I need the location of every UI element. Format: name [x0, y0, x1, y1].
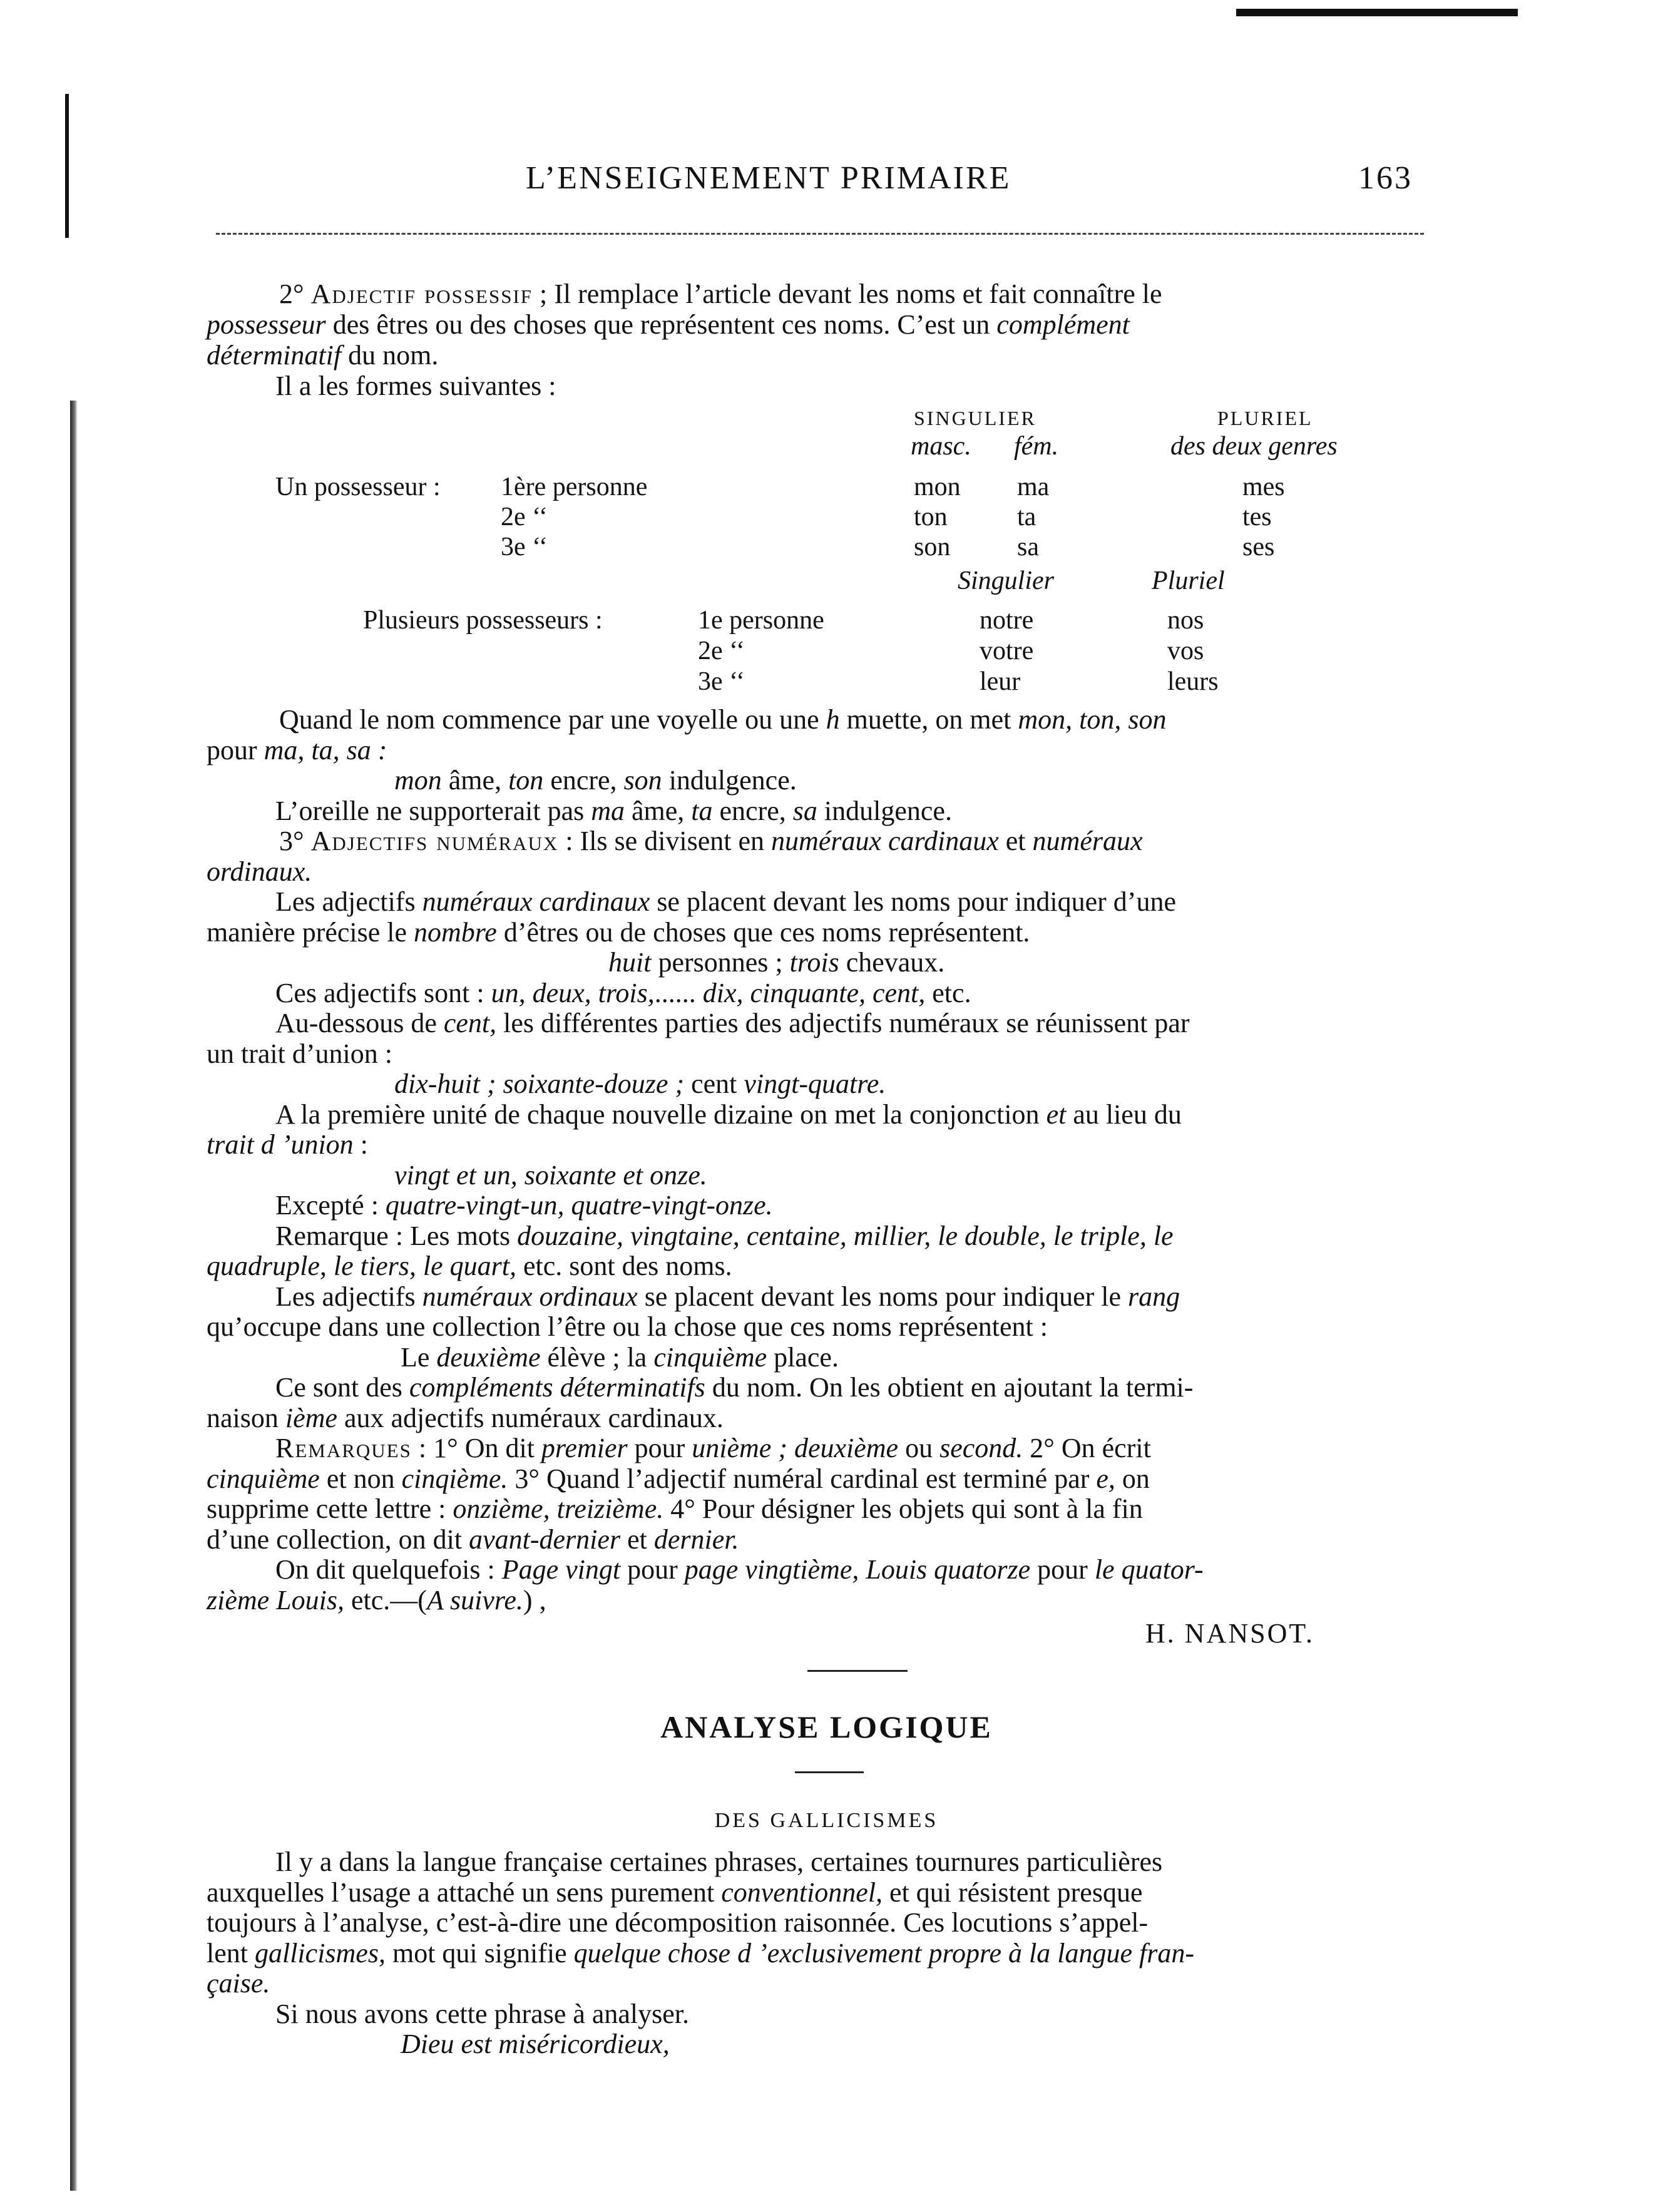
text-run: supprime cette lettre : — [207, 1493, 453, 1524]
text-line — [207, 917, 1030, 948]
cell-plural: leurs — [1167, 667, 1219, 696]
italic-run: rang — [1128, 1281, 1180, 1312]
text-line — [207, 1129, 368, 1160]
italic-run: et — [1046, 1098, 1067, 1130]
italic-run: zième Louis, — [207, 1584, 344, 1615]
italic-run: vingt-quatre. — [744, 1068, 886, 1099]
text-run: toujours à l’analyse, c’est-à-dire une décomposition raisonnée. Ces locutions s’appel- — [207, 1907, 1149, 1938]
text-run: au lieu du — [1066, 1098, 1182, 1130]
text-run: Excepté : — [275, 1190, 386, 1221]
italic-run: son — [623, 765, 662, 796]
italic-run: le quator- — [1094, 1554, 1204, 1585]
col-header-deux-genres: des deux genres — [1170, 432, 1338, 461]
possessive-paragraph — [207, 279, 1433, 401]
row-label-un-possesseur: Un possesseur : — [275, 473, 441, 501]
text-line — [275, 1554, 1204, 1585]
text-line — [207, 1968, 270, 1999]
text-run: et — [620, 1523, 654, 1555]
text-line — [207, 1524, 739, 1555]
text-run: un trait d’union : — [207, 1038, 392, 1069]
italic-run: ton — [508, 765, 544, 796]
text-run: pour — [620, 1554, 685, 1585]
italic-run: douzaine, vingtaine, centaine, millier, le double, le triple, le — [517, 1220, 1174, 1251]
person-label: 3e ‘‘ — [501, 533, 548, 561]
italic-run: mon — [394, 765, 442, 796]
cell-singular: notre — [980, 606, 1034, 635]
italic-run: huit — [608, 947, 652, 978]
small-caps-run: Remarques — [275, 1433, 412, 1463]
italic-run: compléments déterminatifs — [409, 1372, 705, 1403]
text-line — [207, 340, 1433, 371]
section-separator — [807, 1670, 908, 1672]
cell-fem: ma — [1017, 473, 1050, 501]
text-run: pour — [207, 734, 264, 765]
italic-run: ordinaux. — [207, 856, 312, 887]
text-line — [275, 1846, 1162, 1877]
text-line — [275, 1221, 1174, 1251]
cell-plural: vos — [1167, 637, 1204, 665]
text-run: : — [353, 1129, 368, 1160]
italic-run: dix, cinquante, cent, — [702, 977, 926, 1008]
italic-run: numéraux cardinaux — [771, 826, 999, 856]
text-run: 3° — [279, 826, 311, 856]
italic-run: quelque chose d ’exclusivement propre à la langue fran- — [573, 1937, 1194, 1969]
cell-fem: sa — [1017, 533, 1039, 561]
text-run: cent — [684, 1068, 744, 1099]
col-header-singulier-2: Singulier — [958, 566, 1054, 595]
cell-masc: son — [914, 533, 951, 561]
text-line — [207, 856, 312, 887]
text-line — [394, 765, 797, 796]
italic-run: ième — [285, 1402, 337, 1433]
header-rule — [216, 233, 1424, 235]
italic-run: mon, ton, son — [1018, 704, 1167, 735]
italic-run: unième ; deuxième — [692, 1433, 899, 1463]
text-run: ) , — [523, 1584, 546, 1615]
text-line — [275, 978, 971, 1008]
text-run: chevaux. — [839, 947, 945, 978]
text-run: personnes ; — [651, 947, 790, 978]
text-run: Il a les formes suivantes : — [275, 371, 556, 401]
text-run: âme, — [625, 795, 692, 826]
text-run: se placent devant les noms pour indiquer le — [637, 1281, 1128, 1312]
col-header-singulier: SINGULIER — [914, 407, 1036, 429]
text-line — [279, 826, 1143, 856]
italic-run: numéraux — [1032, 826, 1143, 856]
text-line — [275, 1099, 1182, 1130]
italic-run: Page vingt — [501, 1554, 621, 1585]
text-line — [207, 1463, 1150, 1494]
text-run: 2° — [279, 279, 311, 309]
text-run: et non — [319, 1463, 402, 1494]
text-run: A la première unité de chaque nouvelle dizaine on met la conjonction — [275, 1098, 1047, 1130]
italic-run: déterminatif — [207, 340, 342, 371]
italic-run: deuxième — [436, 1341, 541, 1373]
italic-run: numéraux cardinaux — [422, 886, 650, 917]
italic-run: trait d ’union — [207, 1129, 354, 1160]
italic-run: complément — [996, 309, 1130, 340]
text-run: ou — [898, 1433, 940, 1463]
text-run: encre, — [712, 795, 793, 826]
col-header-masc: masc. — [911, 432, 971, 461]
cell-masc: ton — [914, 503, 948, 531]
text-run: Quand le nom commence par une voyelle ou une — [279, 704, 826, 735]
italic-run: cinqième. — [401, 1463, 508, 1494]
italic-run: A suivre. — [426, 1584, 523, 1615]
italic-run: dernier. — [653, 1523, 739, 1555]
text-run: lent — [207, 1937, 255, 1969]
author-signature: H. NANSOT. — [1145, 1618, 1314, 1649]
italic-run: quatre-vingt-un, quatre-vingt-onze. — [385, 1190, 773, 1221]
text-line — [207, 1311, 1048, 1342]
text-run: Ces adjectifs sont : — [275, 977, 491, 1008]
text-line — [275, 1372, 1193, 1403]
text-line — [207, 309, 1433, 340]
text-run: etc. — [925, 977, 971, 1008]
text-run: Le — [401, 1341, 437, 1373]
text-run: L’oreille ne supporterait pas — [275, 795, 591, 826]
text-line — [207, 1403, 724, 1433]
cell-plural: nos — [1167, 606, 1204, 635]
text-run: pour — [627, 1433, 692, 1463]
text-run: aux adjectifs numéraux cardinaux. — [337, 1402, 724, 1433]
col-header-pluriel: PLURIEL — [1217, 407, 1313, 429]
italic-run: numéraux ordinaux — [422, 1281, 638, 1312]
text-run: : Ils se divisent en — [558, 826, 772, 856]
italic-run: onzième, treizième. — [453, 1493, 664, 1524]
italic-run: second. — [939, 1433, 1023, 1463]
italic-run: avant-dernier — [469, 1523, 621, 1555]
text-run: âme, — [441, 765, 509, 796]
text-line — [207, 279, 1433, 309]
row-label-plusieurs-possesseurs: Plusieurs possesseurs : — [363, 606, 603, 635]
text-run: naison — [207, 1402, 285, 1433]
text-line — [207, 1038, 392, 1069]
italic-run: gallicismes, — [254, 1937, 386, 1969]
italic-run: cinquième — [653, 1341, 767, 1373]
text-line — [275, 1008, 1190, 1038]
text-run: Au-dessous de — [275, 1008, 444, 1038]
text-run: On dit quelquefois : — [275, 1554, 502, 1585]
text-run: indulgence. — [662, 765, 797, 796]
italic-run: nombre — [414, 916, 497, 948]
italic-run: vingt et un, soixante et onze. — [394, 1159, 707, 1190]
text-run: auxquelles l’usage a attaché un sens purement — [207, 1877, 722, 1908]
italic-run: conventionnel, — [721, 1877, 883, 1908]
text-line — [207, 371, 1433, 401]
text-line — [275, 1190, 773, 1221]
text-run: : 1° On dit — [411, 1433, 541, 1463]
small-caps-run: Adjectif possessif — [310, 279, 533, 309]
text-line — [394, 1160, 707, 1190]
text-run: Ce sont des — [275, 1372, 409, 1403]
text-run: qu’occupe dans une collection l’être ou la chose que ces noms représentent : — [207, 1311, 1048, 1342]
title-underline — [795, 1771, 864, 1773]
text-run: élève ; la — [540, 1341, 654, 1373]
scan-binding-shadow — [70, 401, 78, 2191]
text-run: les différentes parties des adjectifs numéraux se réunissent par — [496, 1008, 1190, 1038]
text-line — [207, 1907, 1148, 1938]
italic-run: quadruple, le tiers, le quart, — [207, 1251, 516, 1281]
italic-run: çaise. — [207, 1968, 270, 1999]
cell-plural: ses — [1242, 533, 1275, 561]
italic-run: ta — [691, 795, 713, 826]
person-label: 2e ‘‘ — [698, 637, 745, 665]
text-run: et — [998, 826, 1033, 856]
italic-run: sa — [792, 795, 817, 826]
page-number: 163 — [1358, 160, 1413, 196]
italic-run: h — [826, 704, 840, 735]
text-line — [207, 735, 387, 765]
text-run: place. — [767, 1341, 839, 1373]
text-run: se placent devant les noms pour indiquer d’une — [650, 886, 1176, 917]
italic-run: trois — [789, 947, 839, 978]
text-run: Si nous avons cette phrase à analyser. — [275, 1998, 690, 2029]
italic-run: un, deux, trois, — [491, 977, 655, 1008]
col-header-fem: fém. — [1014, 432, 1059, 461]
text-line — [207, 1938, 1194, 1969]
italic-run: cent, — [443, 1008, 497, 1038]
text-run: d’une collection, on dit — [207, 1523, 469, 1555]
text-run: etc. sont des noms. — [516, 1251, 732, 1281]
text-run: du nom. — [341, 340, 439, 371]
text-run: etc.—( — [344, 1584, 427, 1615]
text-line — [608, 947, 944, 978]
text-run: 4° Pour désigner les objets qui sont à la fin — [663, 1493, 1143, 1524]
text-line — [207, 1251, 732, 1281]
text-line — [207, 1585, 546, 1615]
italic-run: e, — [1096, 1463, 1115, 1494]
text-run: muette, on met — [839, 704, 1018, 735]
text-run: d’êtres ou de choses que ces noms représentent. — [496, 916, 1030, 948]
text-run: Il y a dans la langue française certaines phrases, certaines tournures particulières — [275, 1846, 1163, 1877]
text-line — [275, 1999, 689, 2029]
cell-singular: leur — [980, 667, 1021, 696]
scan-edge-top-right — [1236, 9, 1518, 16]
text-line — [207, 1493, 1143, 1524]
text-run: et qui résistent presque — [883, 1877, 1143, 1908]
text-line — [275, 1433, 1151, 1463]
text-line — [394, 1068, 886, 1099]
text-line — [279, 704, 1166, 735]
person-label: 1ère personne — [501, 473, 648, 501]
text-run: Remarque : Les mots — [275, 1220, 518, 1251]
italic-run: page vingtième, Louis quatorze — [684, 1554, 1031, 1585]
section-subtitle: DES GALLICISMES — [714, 1809, 939, 1832]
text-run: Les adjectifs — [275, 1281, 422, 1312]
italic-run: ma, ta, sa : — [264, 734, 387, 765]
text-line — [401, 2029, 670, 2059]
italic-run: possesseur — [207, 309, 326, 340]
small-caps-run: Adjectifs numéraux — [310, 826, 559, 856]
text-run: encre, — [543, 765, 624, 796]
cell-plural: mes — [1242, 473, 1285, 501]
text-run: des êtres ou des choses que représentent ces noms. C’est un — [325, 309, 997, 340]
text-run: du nom. On les obtient en ajoutant la termi- — [705, 1372, 1194, 1403]
text-line — [401, 1342, 839, 1373]
col-header-pluriel-2: Pluriel — [1152, 566, 1225, 595]
text-line — [275, 1281, 1180, 1312]
text-run: ; Il remplace l’article devant les noms et fait connaître le — [533, 279, 1162, 309]
person-label: 3e ‘‘ — [698, 667, 745, 696]
italic-run: dix-huit ; soixante-douze ; — [394, 1068, 685, 1099]
cell-singular: votre — [980, 637, 1034, 665]
text-run: pour — [1030, 1554, 1095, 1585]
section-title: ANALYSE LOGIQUE — [660, 1709, 993, 1744]
text-run: mot qui signifie — [385, 1937, 574, 1969]
text-line — [275, 796, 952, 826]
text-run: manière précise le — [207, 916, 414, 948]
running-head: L’ENSEIGNEMENT PRIMAIRE — [526, 160, 1011, 196]
text-line — [275, 886, 1176, 917]
text-run: 3° Quand l’adjectif numéral cardinal est terminé par — [508, 1463, 1097, 1494]
text-run: 2° On écrit — [1023, 1433, 1151, 1463]
text-run: indulgence. — [817, 795, 952, 826]
italic-run: ma — [591, 795, 625, 826]
cell-plural: tes — [1242, 503, 1272, 531]
person-label: 1e personne — [698, 606, 824, 635]
cell-masc: mon — [914, 473, 961, 501]
text-run: Les adjectifs — [275, 886, 422, 917]
italic-run: Dieu est miséricordieux, — [401, 2029, 670, 2059]
italic-run: cinquième — [207, 1463, 320, 1494]
scan-edge-left — [65, 94, 69, 238]
person-label: 2e ‘‘ — [501, 503, 548, 531]
cell-fem: ta — [1017, 503, 1036, 531]
italic-run: premier — [541, 1433, 628, 1463]
text-run: on — [1115, 1463, 1150, 1494]
text-line — [207, 1877, 1143, 1908]
text-run: ...... — [654, 977, 703, 1008]
